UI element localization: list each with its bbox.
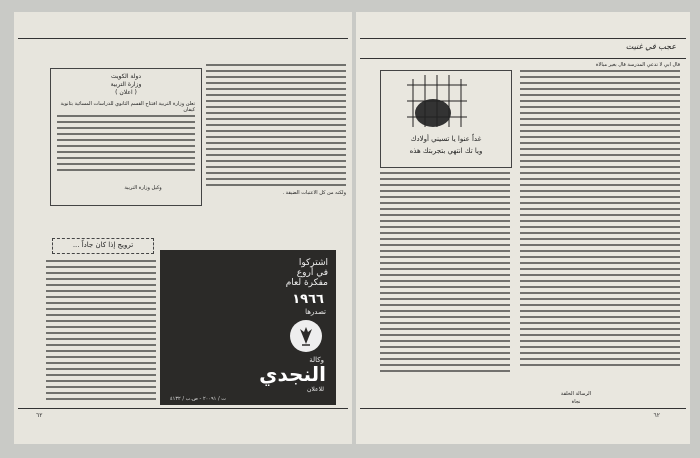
ad-brand-sub: للاعلان (307, 386, 324, 393)
article-column-2 (46, 260, 156, 400)
announcement-heading (51, 73, 201, 97)
ad-contact: ت / ٢٠٠٩١ - ص.ب / ٤١٣٢ (170, 396, 226, 402)
page-number: ٦٢ (36, 412, 43, 419)
bottom-rule (360, 408, 686, 409)
caption-line: غداً عنوا يا تسيني أولادك (410, 135, 482, 143)
title-rule (360, 58, 686, 59)
announcement-signature: وكيل وزارة التربية (124, 185, 162, 191)
illustration-box (380, 70, 512, 168)
ad-headline (286, 258, 328, 288)
ad-line: تصدرها (305, 308, 326, 316)
heading-line: وزارة التربية (110, 81, 142, 88)
ad-agency-label: وكالة (309, 356, 324, 364)
heading-line: دولة الكويت (111, 73, 141, 80)
bottom-rule (18, 408, 348, 409)
caption-line: ويا تك انتهي بتجربتك هذه (409, 147, 483, 155)
ship-logo-icon (290, 320, 322, 352)
najdi-advertisement (160, 250, 336, 405)
article-column (206, 64, 346, 186)
announcement-box (50, 68, 202, 206)
left-page (14, 12, 352, 444)
article-column-left (380, 172, 510, 372)
prison-bars-illustration (381, 71, 511, 131)
illustration-caption (385, 133, 507, 157)
announcement-body (57, 115, 195, 175)
column-closing: ولكنه من كل الاعتبات الضيقة . (282, 190, 346, 196)
announcement-opening: تعلن وزارة التربية افتتاح القسم الثانوي للدراسات المسائية بثانوية كيفان (60, 101, 195, 113)
column-opening: قال ابي لا تدعي المدرسة قال بغير مبالاة (595, 62, 680, 68)
ad-line: في أروع (296, 268, 328, 278)
ad-brand: النجدي (259, 362, 326, 386)
article-column-right (520, 70, 680, 370)
caption-box (52, 238, 154, 254)
signature-line: نجاة (571, 399, 581, 405)
signature-line: الرسالة الخلقة (560, 391, 592, 397)
caption-text: ترويج إذا كان جاداً ... (72, 241, 134, 249)
top-rule (18, 38, 348, 39)
ad-year: ١٩٦٦ (292, 292, 324, 307)
page-number: ٦٢ (653, 412, 660, 419)
ad-line: مفكرة لعام (285, 278, 328, 288)
right-page (356, 12, 690, 444)
ad-line: اشتركوا (298, 258, 328, 268)
section-title: عجب في غنيت (625, 42, 676, 51)
top-rule (360, 38, 686, 39)
heading-line: ( اعلان ) (115, 89, 137, 96)
signature (536, 390, 616, 406)
